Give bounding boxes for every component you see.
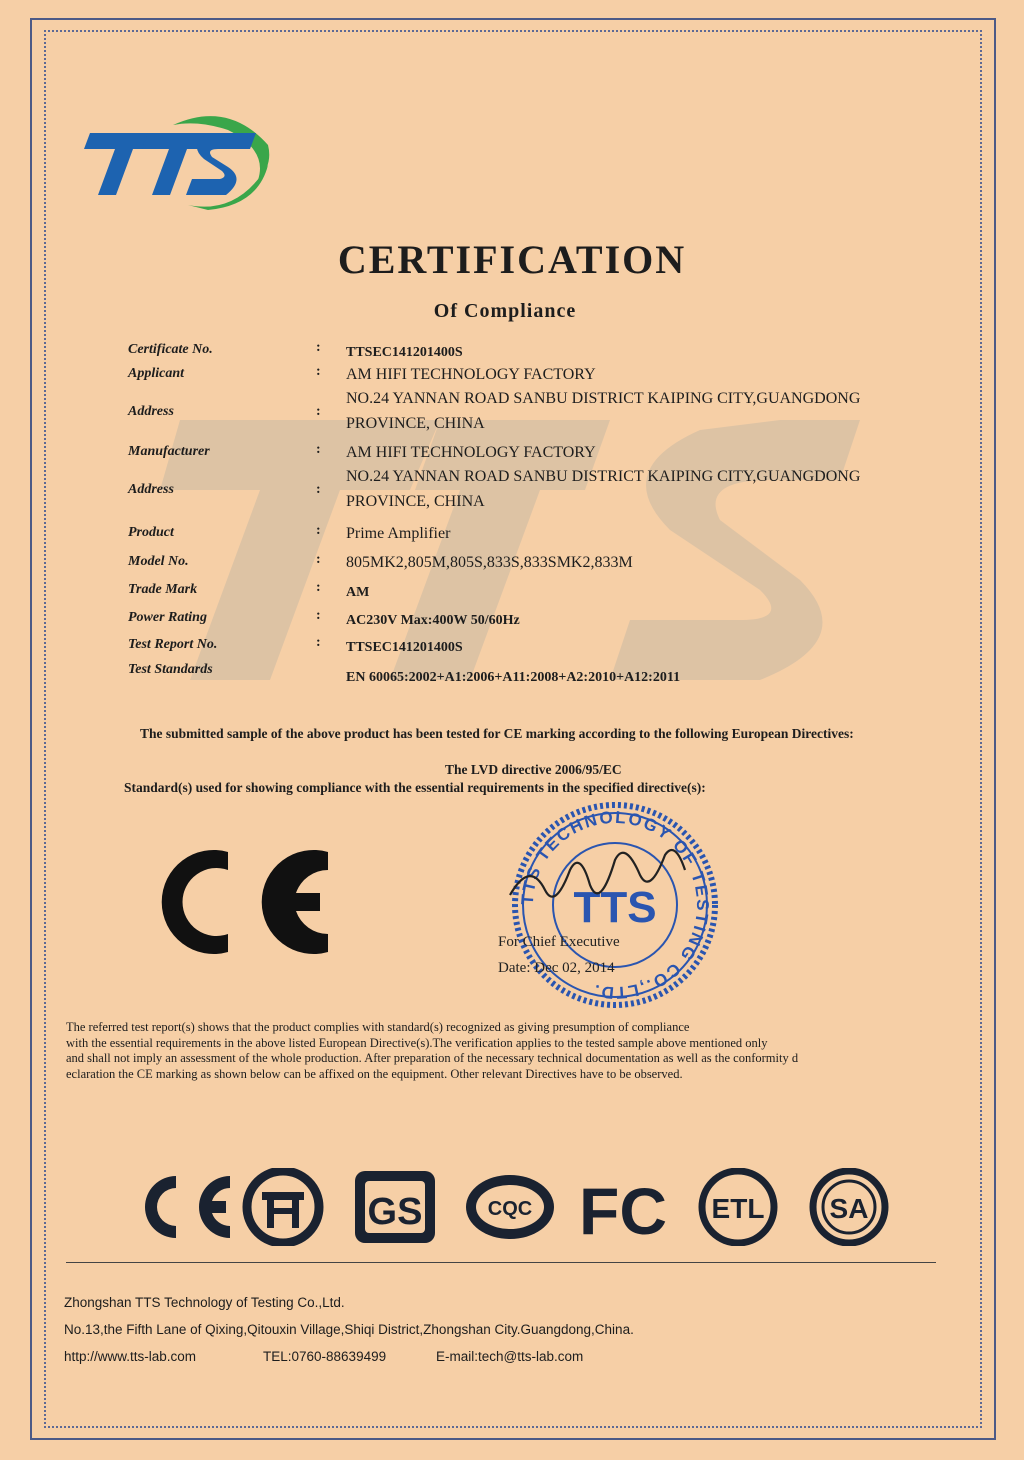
compliance-line: with the essential requirements in the above listed European Directive(s).The verification applies to the tested sample above mentioned only: [66, 1035, 768, 1050]
field-colon: :: [316, 523, 321, 538]
field-label: Manufacturer: [128, 444, 210, 459]
field-label: Test Standards: [128, 662, 213, 677]
field-value: AC230V Max:400W 50/60Hz: [346, 613, 520, 628]
footer-tel: TEL:0760-88639499: [263, 1349, 387, 1364]
field-label: Test Report No.: [128, 637, 218, 652]
field-colon: :: [316, 404, 321, 419]
field-colon: :: [316, 580, 321, 595]
field-colon: :: [316, 364, 321, 379]
standards-statement: Standard(s) used for showing compliance with the essential requirements in the specified directive(s):: [124, 780, 706, 795]
footer-website: http://www.tts-lab.com: [64, 1349, 197, 1364]
etl-mark-text: ETL: [711, 1193, 765, 1224]
stamp-ring-text: TTS TECHNOLOGY OF TESTING CO.,LTD.: [517, 807, 713, 1003]
certification-marks: [132, 1168, 892, 1248]
footer-address: No.13,the Fifth Lane of Qixing,Qitouxin Village,Shiqi District,Zhongshan City.Guangdong,China.: [64, 1322, 634, 1337]
cqc-mark-text: CQC: [487, 1198, 533, 1220]
field-value: TTSEC141201400S: [346, 345, 463, 360]
footer-email: E-mail:tech@tts-lab.com: [436, 1349, 584, 1364]
footer-company: Zhongshan TTS Technology of Testing Co.,Ltd.: [64, 1295, 345, 1310]
field-value: TTSEC141201400S: [346, 640, 463, 655]
ccc-mark-icon: [242, 1168, 324, 1246]
field-value: AM: [346, 585, 370, 600]
field-colon: :: [316, 442, 321, 457]
field-value: EN 60065:2002+A1:2006+A11:2008+A2:2010+A12:2011: [346, 670, 681, 685]
signatory-line: For Chief Executive: [498, 934, 620, 950]
gs-mark-text: GS: [367, 1191, 423, 1233]
compliance-line: eclaration the CE marking as shown below can be affixed on the equipment. Other relevant Directives have to be observed.: [66, 1066, 683, 1081]
cqc-mark-icon: [462, 1168, 558, 1246]
tts-logo-icon: [78, 105, 278, 210]
field-colon: :: [316, 608, 321, 623]
csa-mark-text: SA: [829, 1193, 869, 1224]
etl-mark-icon: [697, 1168, 779, 1246]
field-value: 805MK2,805M,805S,833S,833SMK2,833M: [346, 554, 633, 571]
field-colon: :: [316, 635, 321, 650]
field-value: AM HIFI TECHNOLOGY FACTORY: [346, 366, 596, 383]
fcc-mark-icon: [577, 1168, 673, 1246]
field-value-line1: NO.24 YANNAN ROAD SANBU DISTRICT KAIPING CITY,GUANGDONG: [346, 390, 861, 407]
ce-mark-icon: [150, 842, 335, 962]
compliance-paragraph: [66, 1020, 971, 1082]
signature-date: Date: Dec 02, 2014: [498, 960, 615, 976]
field-label: Address: [128, 482, 174, 497]
document-subtitle: Of Compliance: [433, 300, 577, 322]
field-value-line2: PROVINCE, CHINA: [346, 493, 485, 510]
fcc-mark-text: FC: [579, 1174, 667, 1246]
compliance-line: and shall not imply an assessment of the whole production. After preparation of the necessary technical documentation as well as the conformity d: [66, 1051, 799, 1065]
official-stamp-icon: [500, 800, 730, 1010]
field-label: Product: [128, 525, 174, 540]
field-value-line2: PROVINCE, CHINA: [346, 415, 485, 432]
directive-name: The LVD directive 2006/95/EC: [445, 762, 622, 777]
field-label: Power Rating: [128, 610, 207, 625]
compliance-line: The referred test report(s) shows that the product complies with standard(s) recognized as giving presumption of compliance: [66, 1020, 690, 1034]
stamp-center-text: TTS: [573, 883, 657, 932]
field-label: Applicant: [128, 366, 185, 381]
gs-mark-icon: [352, 1168, 438, 1246]
testing-statement: The submitted sample of the above product has been tested for CE marking according to the following European Directives:: [140, 726, 854, 741]
field-value-line1: NO.24 YANNAN ROAD SANBU DISTRICT KAIPING CITY,GUANGDONG: [346, 468, 861, 485]
field-value: AM HIFI TECHNOLOGY FACTORY: [346, 444, 596, 461]
field-colon: :: [316, 552, 321, 567]
field-colon: :: [316, 482, 321, 497]
document-title: CERTIFICATION: [337, 237, 687, 282]
footer-divider: [66, 1262, 936, 1263]
field-value: Prime Amplifier: [346, 525, 451, 542]
ce-mark-icon: [132, 1168, 232, 1246]
field-label: Address: [128, 404, 174, 419]
field-label: Trade Mark: [128, 582, 198, 597]
csa-mark-icon: [808, 1168, 890, 1246]
field-label: Model No.: [128, 554, 189, 569]
field-label: Certificate No.: [128, 342, 213, 357]
field-colon: :: [316, 340, 321, 355]
